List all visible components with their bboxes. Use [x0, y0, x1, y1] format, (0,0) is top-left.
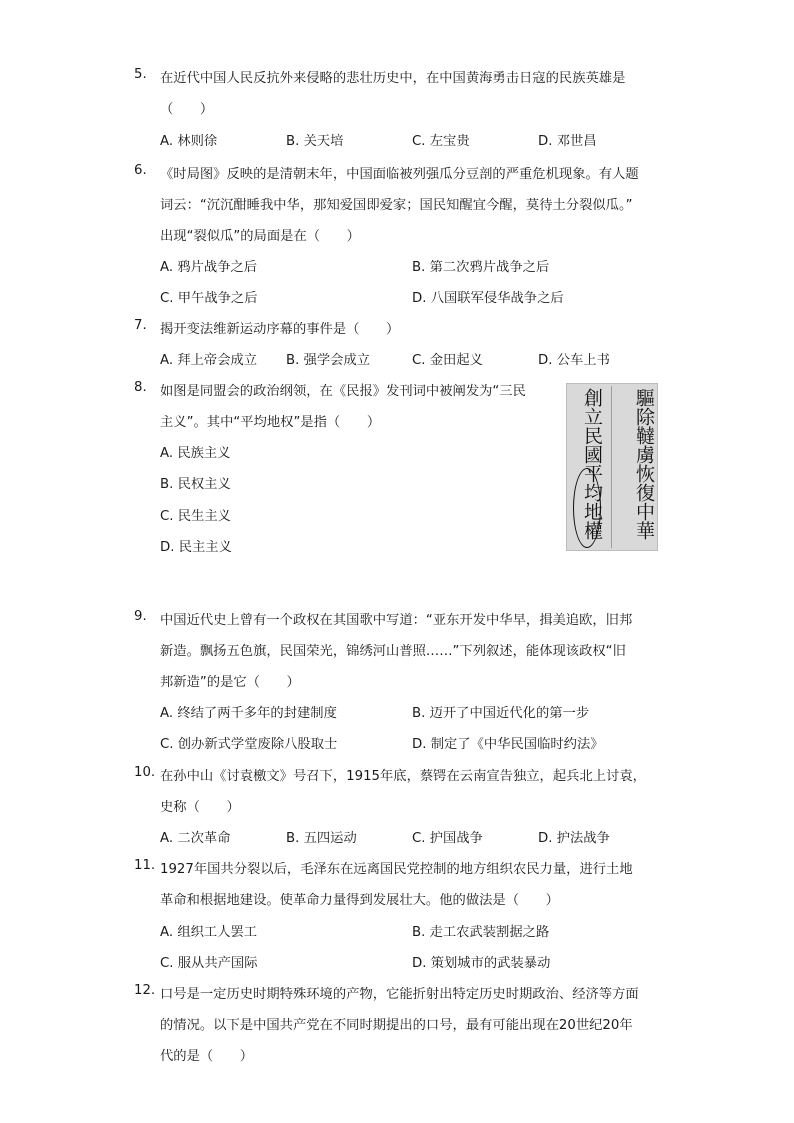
figure-divider — [611, 386, 612, 548]
question-text-line: 揭开变法维新运动序幕的事件是（ ） — [160, 322, 400, 337]
question-number: 12. — [134, 983, 156, 998]
circled-pingjun-diquan — [573, 468, 601, 548]
figure-left-column: 創立民國平均地權 — [581, 388, 603, 540]
option-d[interactable]: D. 护法战争 — [538, 831, 610, 846]
option-b[interactable]: B. 民权主义 — [160, 477, 231, 492]
question-text-line: 革命和根据地建设。使革命力量得到发展壮大。他的做法是（ ） — [160, 893, 559, 908]
option-c[interactable]: C. 护国战争 — [412, 831, 483, 846]
option-c[interactable]: C. 甲午战争之后 — [160, 291, 258, 306]
question-text-line: 的情况。以下是中国共产党在不同时期提出的口号，最有可能出现在20世纪20年 — [160, 1018, 633, 1033]
question-text-line: 主义”。其中“平均地权”是指（ ） — [160, 415, 381, 430]
option-c[interactable]: C. 服从共产国际 — [160, 956, 258, 971]
question-text-line: 新造。飘扬五色旗，民国荣光，锦绣河山普照……”下列叙述，能体现该政权“旧 — [160, 644, 626, 659]
figure-right-column: 驅除韃虜恢復中華 — [633, 388, 655, 540]
question-text-line: 中国近代史上曾有一个政权在其国歌中写道：“亚东开发中华早，揖美追欧，旧邦 — [160, 613, 633, 628]
option-c[interactable]: C. 创办新式学堂废除八股取士 — [160, 737, 338, 752]
option-d[interactable]: D. 民主主义 — [160, 540, 232, 555]
option-d[interactable]: D. 制定了《中华民国临时约法》 — [412, 737, 604, 752]
question-number: 8. — [134, 380, 147, 395]
option-b[interactable]: B. 走工农武装割据之路 — [412, 925, 550, 940]
question-text-line: 1927年国共分裂以后，毛泽东在远离国民党控制的地方组织农民力量，进行土地 — [160, 862, 633, 877]
question-text-line: 如图是同盟会的政治纲领，在《民报》发刊词中被阐发为“三民 — [160, 384, 526, 399]
option-d[interactable]: D. 策划城市的武装暴动 — [412, 956, 551, 971]
option-a[interactable]: A. 终结了两千多年的封建制度 — [160, 706, 337, 721]
option-a[interactable]: A. 鸦片战争之后 — [160, 260, 258, 275]
question-number: 6. — [134, 163, 147, 178]
option-a[interactable]: A. 民族主义 — [160, 446, 231, 461]
question-text-line: 在孙中山《讨袁檄文》号召下，1915年底，蔡锷在云南宣告独立，起兵北上讨袁， — [160, 769, 646, 784]
option-c[interactable]: C. 民生主义 — [160, 509, 231, 524]
option-c[interactable]: C. 金田起义 — [412, 353, 483, 368]
option-a[interactable]: A. 组织工人罢工 — [160, 925, 258, 940]
option-b[interactable]: B. 强学会成立 — [286, 353, 371, 368]
question-number: 7. — [134, 318, 147, 333]
question-text-line: 在近代中国人民反抗外来侵略的悲壮历史中，在中国黄海勇击日寇的民族英雄是 — [160, 71, 626, 86]
option-d[interactable]: D. 八国联军侵华战争之后 — [412, 291, 564, 306]
option-b[interactable]: B. 关天培 — [286, 134, 344, 149]
question-number: 11. — [134, 858, 156, 873]
option-b[interactable]: B. 迈开了中国近代化的第一步 — [412, 706, 590, 721]
option-b[interactable]: B. 五四运动 — [286, 831, 357, 846]
question-text-line: 出现“裂似瓜”的局面是在（ ） — [160, 229, 360, 244]
question-text-line: 《时局图》反映的是清朝末年，中国面临被列强瓜分豆剖的严重危机现象。有人题 — [160, 167, 639, 182]
question-text-line: 代的是（ ） — [160, 1049, 254, 1064]
question-text-line: 口号是一定历史时期特殊环境的产物，它能折射出特定历史时期政治、经济等方面 — [160, 987, 639, 1002]
option-d[interactable]: D. 邓世昌 — [538, 134, 597, 149]
question-number: 10. — [134, 765, 156, 780]
question-text-line: 词云：“沉沉酣睡我中华，那知爱国即爱家；国民知醒宜今醒，莫待土分裂似瓜。” — [160, 198, 633, 213]
question-text-line: （ ） — [160, 102, 214, 117]
option-d[interactable]: D. 公车上书 — [538, 353, 610, 368]
option-a[interactable]: A. 林则徐 — [160, 134, 218, 149]
option-c[interactable]: C. 左宝贵 — [412, 134, 470, 149]
question-text-line: 邦新造”的是它（ ） — [160, 675, 300, 690]
question-number: 9. — [134, 609, 147, 624]
question-number: 5. — [134, 67, 147, 82]
option-a[interactable]: A. 二次革命 — [160, 831, 231, 846]
question-text-line: 史称（ ） — [160, 800, 240, 815]
option-a[interactable]: A. 拜上帝会成立 — [160, 353, 258, 368]
tongmenghui-program-image — [566, 383, 658, 551]
option-b[interactable]: B. 第二次鸦片战争之后 — [412, 260, 550, 275]
